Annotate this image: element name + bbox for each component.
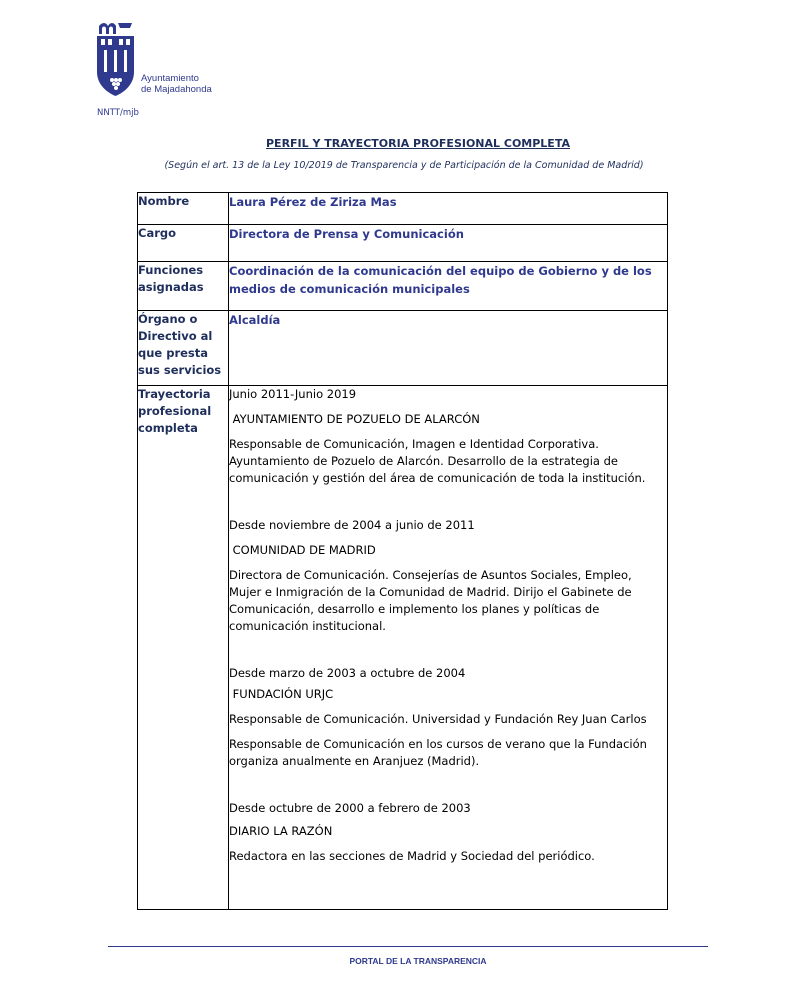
career-entity: FUNDACIÓN URJC xyxy=(229,687,334,701)
row-funciones xyxy=(138,262,668,311)
cargo-value: Directora de Prensa y Comunicación xyxy=(229,225,668,262)
career-entry xyxy=(229,800,667,865)
career-period: Junio 2011-Junio 2019 xyxy=(229,387,357,401)
trayectoria-label: Trayectoria profesional completa xyxy=(138,386,229,910)
career-entity: DIARIO LA RAZÓN xyxy=(229,824,333,838)
footer-divider xyxy=(108,946,708,947)
row-nombre xyxy=(138,193,668,225)
cargo-label: Cargo xyxy=(138,225,229,262)
row-organo xyxy=(138,311,668,386)
profile-table xyxy=(137,192,668,910)
career-description: Responsable de Comunicación, Imagen e Identidad Corporativa. Ayuntamiento de Pozuelo de Alarcón. Desarrollo de la estrategia de comunicación y gestión del área de comunicación de toda la institución. xyxy=(229,437,646,485)
row-cargo xyxy=(138,225,668,262)
career-description: Directora de Comunicación. Consejerías de Asuntos Sociales, Empleo, Mujer e Inmigración de la Comunidad de Madrid. Dirijo el Gabinete de Comunicación, desarrollo e implemento los planes y políticas de comunicación institucional. xyxy=(229,568,632,633)
nombre-value: Laura Pérez de Ziriza Mas xyxy=(229,193,668,225)
page-title: PERFIL Y TRAYECTORIA PROFESIONAL COMPLETA xyxy=(266,137,570,150)
career-description: Redactora en las secciones de Madrid y Sociedad del periódico. xyxy=(229,849,595,863)
career-entry xyxy=(229,386,667,487)
organo-label: Órgano o Directivo al que presta sus servicios xyxy=(138,311,229,386)
career-period: Desde octubre de 2000 a febrero de 2003 xyxy=(229,801,471,815)
career-entity: COMUNIDAD DE MADRID xyxy=(229,543,376,557)
career-description-extra: Responsable de Comunicación en los cursos de verano que la Fundación organiza anualmente en Aranjuez (Madrid). xyxy=(229,737,647,768)
logo-caption xyxy=(141,73,212,95)
organo-value: Alcaldía xyxy=(229,311,668,386)
career-description: Responsable de Comunicación. Universidad y Fundación Rey Juan Carlos xyxy=(229,712,647,726)
page-subtitle: (Según el art. 13 de la Ley 10/2019 de Transparencia y de Participación de la Comunidad de Madrid) xyxy=(164,160,644,171)
career-period: Desde marzo de 2003 a octubre de 2004 xyxy=(229,666,466,680)
career-entity: AYUNTAMIENTO DE POZUELO DE ALARCÓN xyxy=(229,412,480,426)
funciones-label: Funciones asignadas xyxy=(138,262,229,311)
logo-caption-line2: de Majadahonda xyxy=(141,84,212,95)
career-entry xyxy=(229,517,667,635)
funciones-value: Coordinación de la comunicación del equipo de Gobierno y de los medios de comunicación municipales xyxy=(229,262,668,311)
career-entry xyxy=(229,665,667,770)
career-period: Desde noviembre de 2004 a junio de 2011 xyxy=(229,518,475,532)
nombre-label: Nombre xyxy=(138,193,229,225)
row-trayectoria xyxy=(138,386,668,910)
logo-caption-line1: Ayuntamiento xyxy=(141,73,199,84)
career-list xyxy=(229,386,668,910)
document-reference: NNTT/mjb xyxy=(97,108,139,118)
footer-portal-label: PORTAL DE LA TRANSPARENCIA xyxy=(349,956,487,966)
